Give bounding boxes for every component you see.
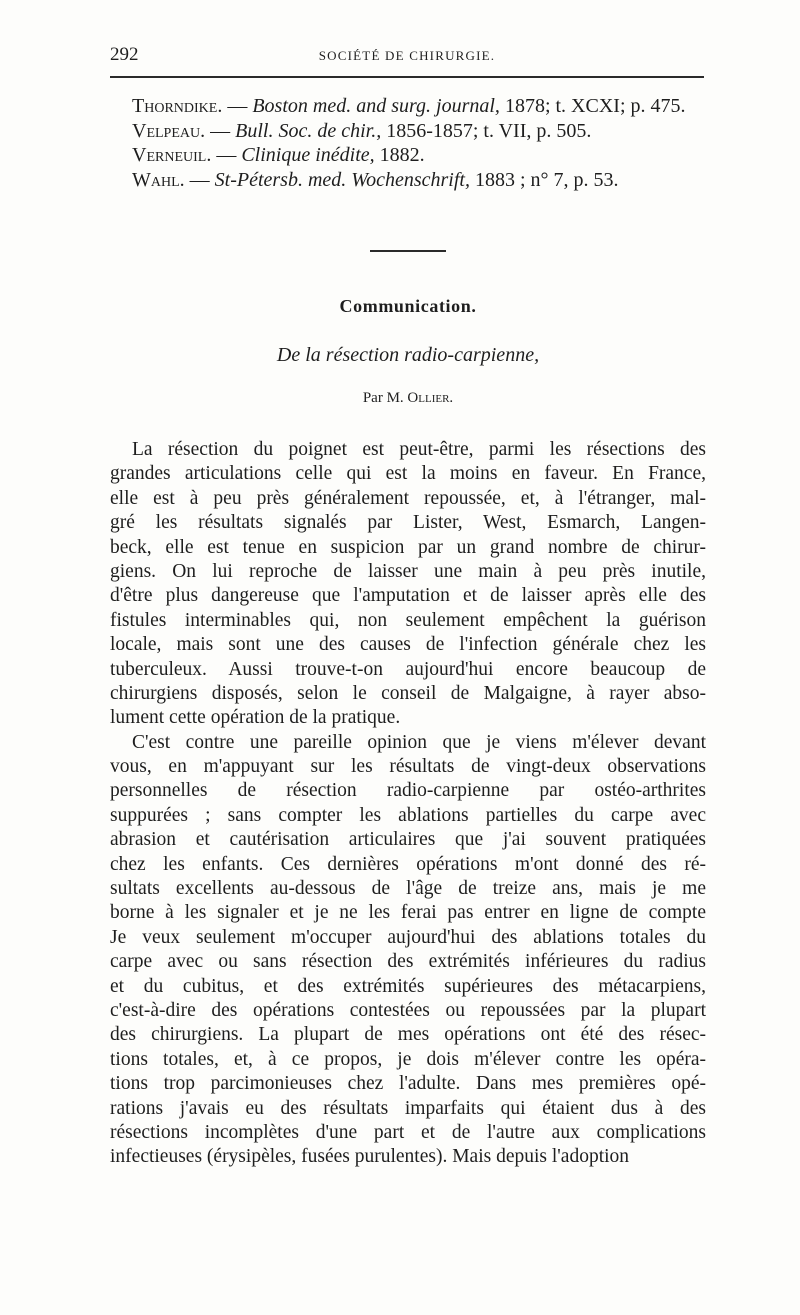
text-line: chez les enfants. Ces dernières opérations m'ont donné des ré-: [110, 853, 706, 875]
reference-entry: [110, 94, 706, 119]
text-line: abrasion et cautérisation articulaires que j'ai souvent pratiquées: [110, 829, 706, 851]
byline-prefix: Par M.: [362, 390, 408, 406]
reference-author: Thorndike.: [132, 95, 223, 117]
text-line: Je veux seulement m'occuper aujourd'hui des ablations totales du: [110, 926, 706, 948]
text-line: résections incomplètes d'une part et de l'autre aux complications: [110, 1121, 706, 1143]
running-title: SOCIÉTÉ DE CHIRURGIE.: [318, 48, 496, 63]
reference-details: 1883 ; n° 7, p. 53.: [469, 168, 619, 191]
running-header: [110, 44, 704, 70]
reference-details: 1878; t. XCXI; p. 475.: [499, 95, 686, 117]
reference-author: Velpeau.: [132, 119, 206, 142]
text-line: suppurées ; sans compter les ablations partielles du carpe avec: [110, 804, 706, 826]
text-line: et du cubitus, et des extrémités supérieures des métacarpiens,: [110, 975, 706, 997]
reference-source: Clinique inédite,: [241, 144, 375, 166]
text-line: tions totales, et, à ce propos, je dois m'élever contre les opéra-: [110, 1048, 706, 1070]
text-line: lument cette opération de la pratique.: [110, 707, 401, 729]
byline: [110, 390, 706, 407]
text-line: chirurgiens disposés, selon le conseil de Malgaigne, à rayer abso-: [110, 682, 706, 704]
header-rule: [110, 76, 704, 78]
text-line: infectieuses (érysipèles, fusées purulentes). Mais depuis l'adoption: [110, 1146, 630, 1168]
section-heading: Communication.: [339, 296, 477, 316]
reference-author: Wahl.: [132, 168, 185, 191]
text-line: tions trop parcimonieuses chez l'adulte. Dans mes premières opé-: [110, 1073, 706, 1095]
text-line: personnelles de résection radio-carpienne par ostéo-arthrites: [110, 780, 706, 802]
text-line: d'être plus dangereuse que l'amputation et de laisser après elle des: [110, 585, 706, 607]
reference-source: Boston med. and surg. journal,: [252, 95, 500, 117]
reference-list: [110, 94, 706, 192]
reference-dash: —: [205, 119, 236, 142]
reference-entry: [110, 143, 706, 168]
body-text: [110, 438, 706, 1170]
text-line: c'est-à-dire des opérations contestées ou repoussées par la plupart: [110, 999, 706, 1021]
reference-details: 1856-1857; t. VII, p. 505.: [381, 119, 592, 142]
text-line: beck, elle est tenue en suspicion par un grand nombre de chirur-: [110, 536, 706, 558]
text-line: giens. On lui reproche de laisser une main à peu près inutile,: [110, 560, 706, 582]
text-line: La résection du poignet est peut-être, parmi les résections des: [132, 439, 706, 460]
reference-dash: —: [211, 144, 242, 166]
author-name: Ollier.: [407, 390, 454, 406]
text-line: rations j'avais eu des résultats imparfaits qui étaient dus à des: [110, 1097, 706, 1119]
text-line: tuberculeux. Aussi trouve-t-on aujourd'hui encore beaucoup de: [110, 658, 706, 680]
text-line: des chirurgiens. La plupart de mes opérations ont été des résec-: [110, 1024, 706, 1046]
reference-entry: [110, 168, 706, 193]
text-line: carpe avec ou sans résection des extrémités inférieures du radius: [110, 951, 706, 973]
paragraph: [110, 438, 706, 731]
text-line: borne à les signaler et je ne les ferai pas entrer en ligne de compte: [110, 902, 706, 924]
paragraph: [110, 731, 706, 1170]
text-line: gré les résultats signalés par Lister, West, Esmarch, Langen-: [110, 512, 706, 534]
reference-entry: [110, 119, 706, 144]
reference-details: 1882.: [374, 144, 425, 166]
text-line: sultats excellents au-dessous de l'âge de treize ans, mais je me: [110, 878, 706, 900]
reference-source: St-Pétersb. med. Wochenschrift,: [214, 168, 470, 191]
article-title: De la résection radio-carpienne,: [276, 344, 540, 366]
reference-source: Bull. Soc. de chir.,: [235, 119, 382, 142]
text-line: grandes articulations celle qui est la moins en faveur. En France,: [110, 463, 706, 485]
text-line: elle est à peu près généralement repoussée, et, à l'étranger, mal-: [110, 487, 706, 509]
reference-author: Verneuil.: [132, 144, 212, 166]
text-line: locale, mais sont une des causes de l'infection générale chez les: [110, 634, 706, 656]
section-divider: [370, 250, 446, 252]
text-line: fistules interminables qui, non seulement empêchent la guérison: [110, 609, 706, 631]
text-line: vous, en m'appuyant sur les résultats de vingt-deux observations: [110, 756, 706, 778]
text-line: C'est contre une pareille opinion que je viens m'élever devant: [132, 731, 706, 753]
reference-dash: —: [222, 95, 253, 117]
page-number: 292: [110, 44, 139, 65]
reference-dash: —: [184, 168, 215, 191]
